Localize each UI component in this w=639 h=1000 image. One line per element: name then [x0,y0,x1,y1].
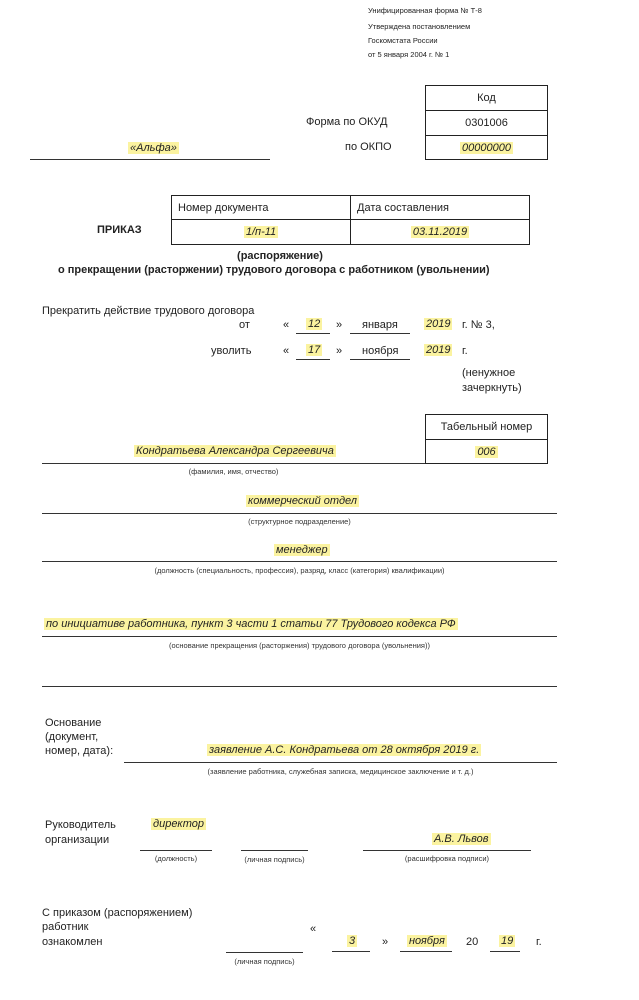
quote-open-2: « [283,345,290,357]
ack-quote-close: » [382,936,389,948]
ack-day-underline [332,951,370,952]
quote-close-1: » [336,319,343,331]
ack-label-2: работник [42,921,89,933]
header-line-2: Утверждена постановлением [368,22,471,31]
header-line-4: от 5 января 2004 г. № 1 [368,50,450,59]
quote-close-2: » [336,345,343,357]
okpo-value: 00000000 [462,142,511,154]
department-value: коммерческий отдел [248,495,358,507]
position-caption: (должность (специальность, профессия), разряд, класс (категория) квалификации) [154,566,445,575]
ack-signature-underline [226,952,303,953]
head-label-2: организации [45,834,110,846]
head-position: директор [153,818,205,830]
okud-label: Форма по ОКУД [306,116,388,128]
reason-underline [42,636,557,637]
codes-table [425,85,548,160]
order-table [171,195,530,245]
head-name: А.В. Львов [434,833,489,845]
year-1: 2019 [426,318,451,330]
terminate-label: Прекратить действие трудового договора [42,305,255,317]
ack-label-1: С приказом (распоряжением) [42,907,193,919]
basis-value: заявление А.С. Кондратьева от 28 октября 2019 г. [209,744,480,756]
month-1-underline [350,333,410,334]
ack-year-suffix: 19 [501,935,514,947]
year-2: 2019 [426,344,451,356]
head-signature-underline [241,850,308,851]
okud-value: 0301006 [465,117,508,129]
ack-month: ноября [409,935,445,947]
header-line-3: Госкомстата России [368,36,438,45]
ack-day: 3 [349,935,356,947]
reason-caption: (основание прекращения (расторжения) трудового договора (увольнения)) [169,641,430,650]
department-caption: (структурное подразделение) [248,517,351,526]
ack-month-underline [400,951,452,952]
day-2: 17 [308,344,321,356]
doc-date-value: 03.11.2019 [412,226,468,238]
doc-number-value: 1/п-11 [245,226,277,238]
basis-caption: (заявление работника, служебная записка, медицинское заключение и т. д.) [207,767,474,776]
tab-number-header: Табельный номер [440,421,533,433]
employee-name-underline [42,463,425,464]
dismiss-label: уволить [211,345,252,357]
organization-underline [30,159,270,160]
head-name-caption: (расшифровка подписи) [404,854,490,863]
day-1-underline [296,333,330,334]
head-position-caption: (должность) [154,854,198,863]
ack-label-3: ознакомлен [42,936,103,948]
order-subtitle-2: о прекращении (расторжении) трудового договора с работником (увольнении) [58,264,490,276]
employee-name: Кондратьева Александра Сергеевича [136,445,334,457]
tab-number-table [425,414,548,464]
month-2: ноября [362,345,399,357]
order-subtitle-1: (распоряжение) [237,250,323,262]
day-2-underline [296,359,330,360]
position-underline [42,561,557,562]
header-line-1: Унифицированная форма № Т-8 [368,6,482,15]
doc-number-header: Номер документа [178,202,269,214]
month-1: января [362,319,398,331]
ack-year-prefix: 20 [466,936,479,948]
tab-number-value: 006 [477,446,496,458]
okpo-label: по ОКПО [345,141,392,153]
basis-underline [124,762,557,763]
kod-header: Код [477,92,496,104]
head-name-underline [363,850,531,851]
department-underline [42,513,557,514]
head-label-1: Руководитель [45,819,116,831]
ack-year-underline [490,951,520,952]
ack-g-label: г. [536,936,542,948]
order-title: ПРИКАЗ [97,224,142,236]
position-value: менеджер [276,544,328,556]
ack-quote-open: « [310,923,317,935]
day-1: 12 [308,318,321,330]
head-signature-caption: (личная подпись) [244,855,305,864]
reason-extra-underline [42,686,557,687]
year-g-label: г. [462,345,468,357]
reason-value: по инициативе работника, пункт 3 части 1 статьи 77 Трудового кодекса РФ [46,618,456,630]
ack-signature-caption: (личная подпись) [234,957,295,966]
employee-name-caption: (фамилия, имя, отчество) [188,467,279,476]
head-position-underline [140,850,212,851]
organization-name: «Альфа» [130,142,177,154]
quote-open-1: « [283,319,290,331]
strike-note: (ненужное зачеркнуть) [462,367,522,394]
basis-label: Основание (документ, номер, дата): [45,717,114,757]
from-label: от [239,319,250,331]
month-2-underline [350,359,410,360]
doc-date-header: Дата составления [357,202,449,214]
order-num-label: г. № 3, [462,319,495,331]
